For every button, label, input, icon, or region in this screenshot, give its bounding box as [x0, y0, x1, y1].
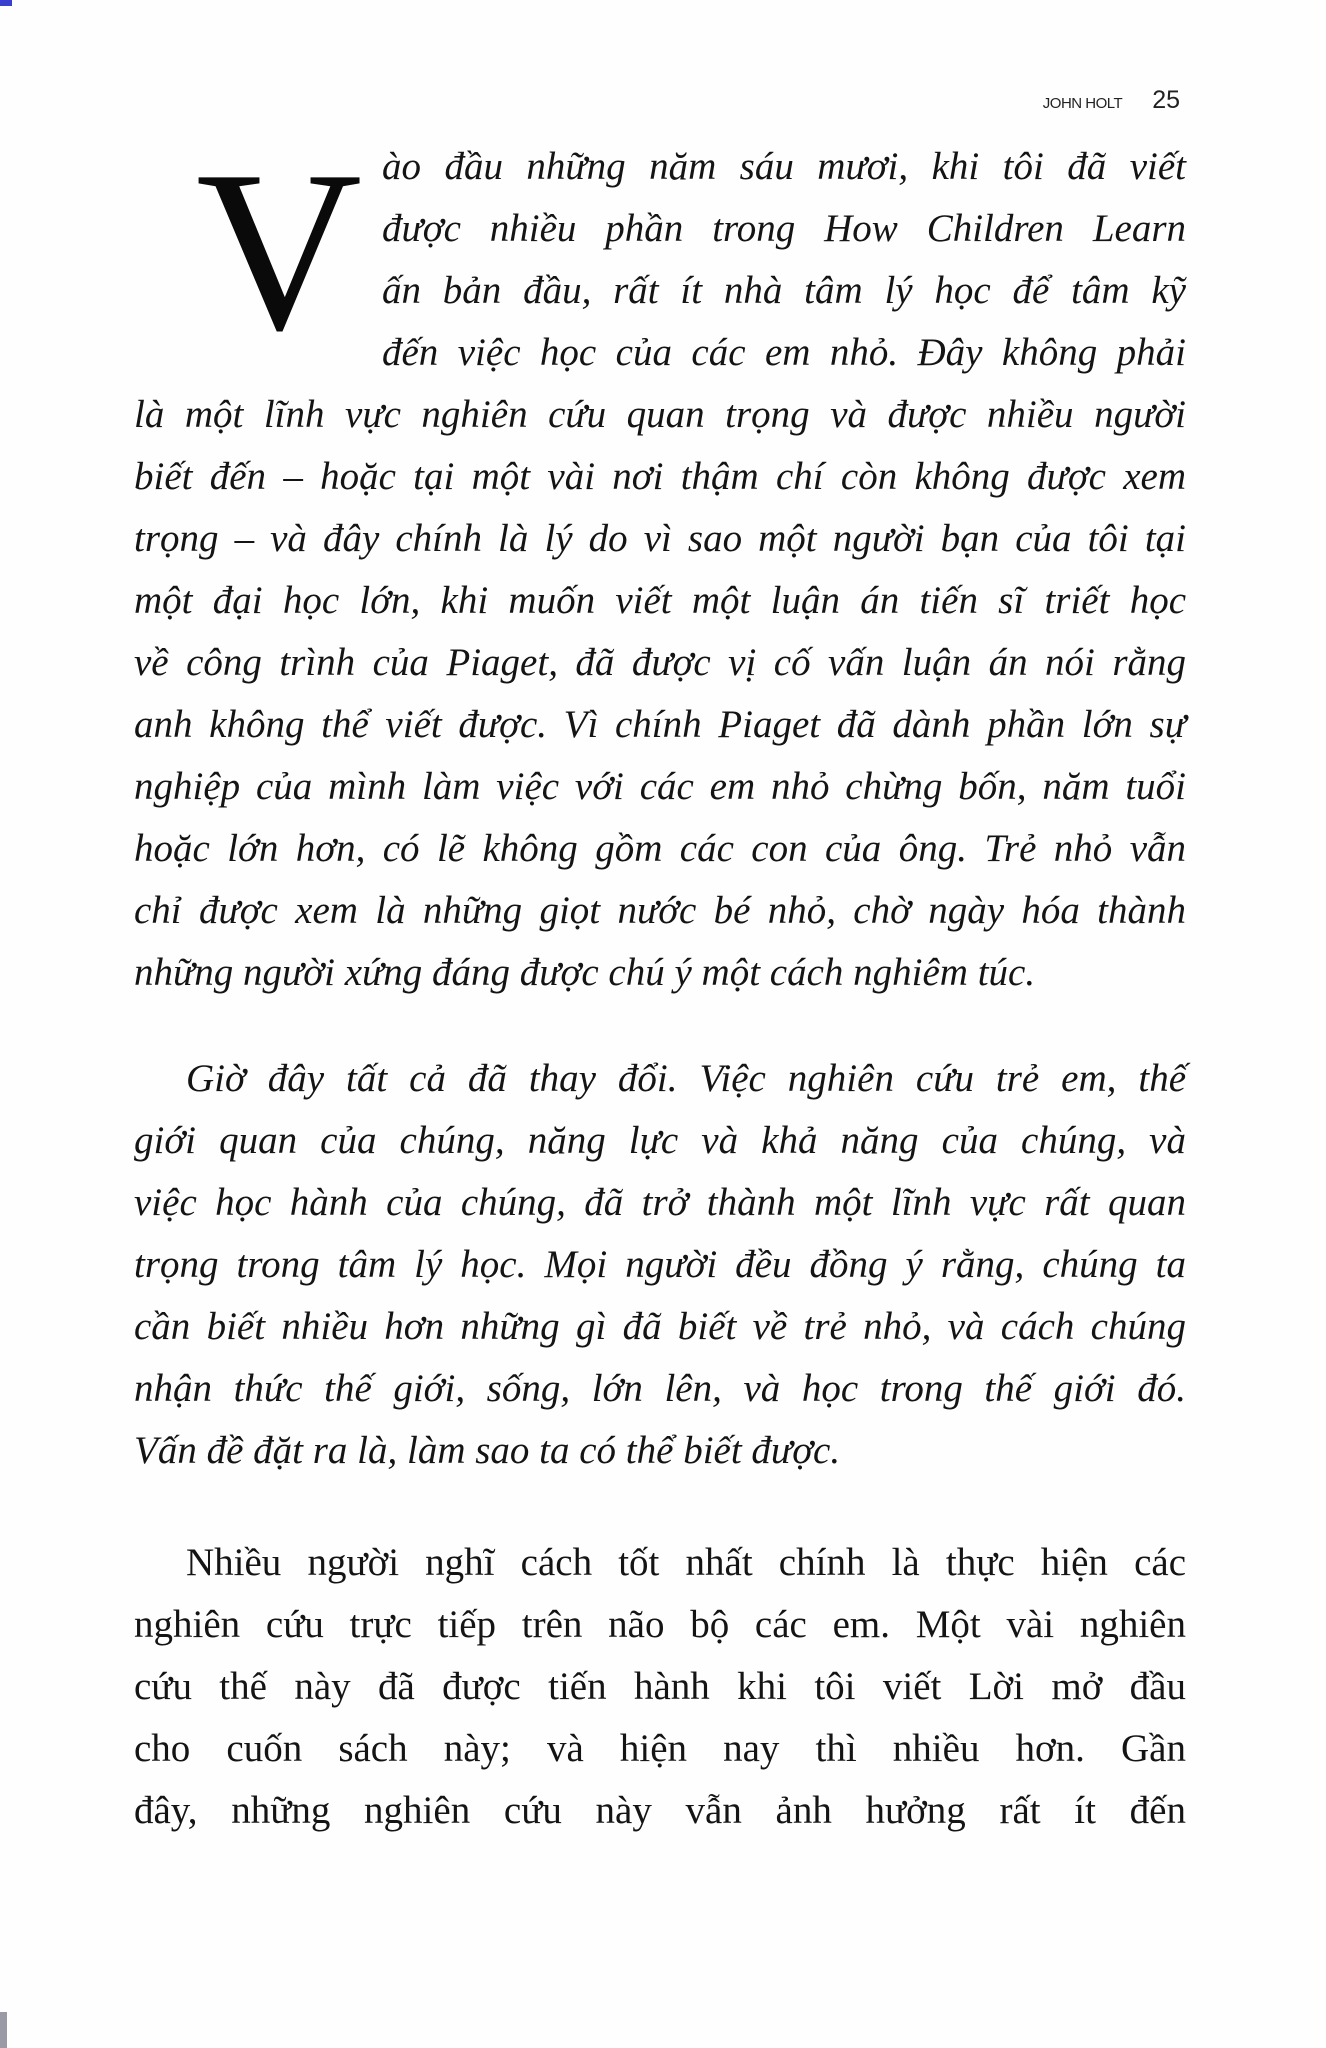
text-line: chỉ được xem là những giọt nước bé nhỏ, chờ ngày hóa thành: [134, 889, 1186, 932]
paragraph-1: [134, 123, 1186, 1004]
text-line: biết đến – hoặc tại một vài nơi thậm chí còn không được xem: [134, 455, 1186, 498]
dropcap-wrapped-lines: [134, 123, 1186, 384]
text-line: ấn bản đầu, rất ít nhà tâm lý học để tâm kỹ: [382, 269, 1186, 312]
text-line: anh không thể viết được. Vì chính Piaget đã dành phần lớn sự: [134, 703, 1186, 746]
text-line: Vấn đề đặt ra là, làm sao ta có thể biết được.: [134, 1429, 841, 1472]
text-line: nghiên cứu trực tiếp trên não bộ các em. Một vài nghiên: [134, 1603, 1186, 1646]
text-line: được nhiều phần trong How Children Learn: [382, 207, 1186, 250]
text-line: đây, những nghiên cứu này vẫn ảnh hưởng rất ít đến: [134, 1789, 1186, 1832]
scan-corner-mark: [0, 0, 12, 6]
scan-edge-shadow: [0, 2012, 7, 2048]
text-line: hoặc lớn hơn, có lẽ không gồm các con của ông. Trẻ nhỏ vẫn: [134, 827, 1186, 870]
text-line: trọng trong tâm lý học. Mọi người đều đồng ý rằng, chúng ta: [134, 1243, 1186, 1286]
text-line: cứu thế này đã được tiến hành khi tôi viết Lời mở đầu: [134, 1665, 1186, 1708]
text-line: đến việc học của các em nhỏ. Đây không phải: [382, 331, 1186, 374]
text-line: ào đầu những năm sáu mươi, khi tôi đã viết: [382, 145, 1186, 188]
text-line: cần biết nhiều hơn những gì đã biết về trẻ nhỏ, và cách chúng: [134, 1305, 1186, 1348]
text-line: một đại học lớn, khi muốn viết một luận án tiến sĩ triết học: [134, 579, 1186, 622]
drop-cap-letter: V: [196, 123, 363, 378]
text-line: những người xứng đáng được chú ý một cách nghiêm túc.: [134, 951, 1036, 994]
text-line: việc học hành của chúng, đã trở thành một lĩnh vực rất quan: [134, 1181, 1186, 1224]
text-line: là một lĩnh vực nghiên cứu quan trọng và được nhiều người: [134, 393, 1186, 436]
text-line: về công trình của Piaget, đã được vị cố vấn luận án nói rằng: [134, 641, 1186, 684]
paragraph-3: [134, 1532, 1186, 1842]
text-line: trọng – và đây chính là lý do vì sao một người bạn của tôi tại: [134, 517, 1186, 560]
paragraph-2: [134, 1048, 1186, 1482]
text-line: Nhiều người nghĩ cách tốt nhất chính là thực hiện các: [186, 1541, 1186, 1584]
text-line: nghiệp của mình làm việc với các em nhỏ chừng bốn, năm tuổi: [134, 765, 1186, 808]
text-line: giới quan của chúng, năng lực và khả năng của chúng, và: [134, 1119, 1186, 1162]
text-line: cho cuốn sách này; và hiện nay thì nhiều hơn. Gần: [134, 1727, 1186, 1770]
text-line: Giờ đây tất cả đã thay đổi. Việc nghiên cứu trẻ em, thế: [186, 1057, 1186, 1100]
page-number: 25: [1152, 86, 1180, 114]
header-author: JOHN HOLT: [1042, 95, 1123, 112]
running-header: [1043, 86, 1180, 115]
text-line: nhận thức thế giới, sống, lớn lên, và học trong thế giới đó.: [134, 1367, 1186, 1410]
